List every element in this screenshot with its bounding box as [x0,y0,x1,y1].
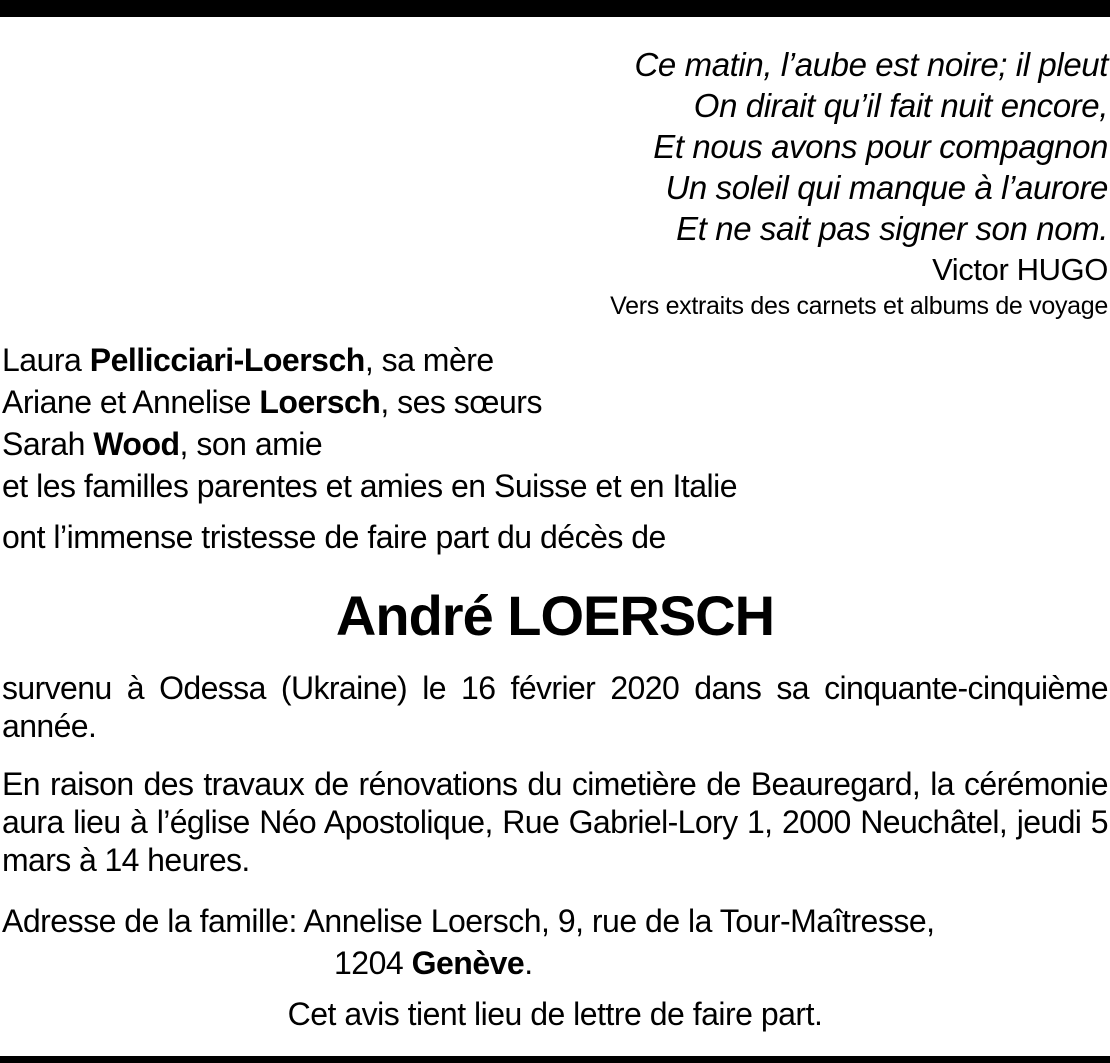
family-member-relation: , son amie [179,426,323,462]
poem-line: Un soleil qui manque à l’aurore [665,169,1108,206]
family-member [2,423,737,465]
family-member-surname: Loersch [259,384,381,420]
deceased-name: André LOERSCH [335,584,775,647]
family-member [2,339,737,381]
family-member-prefix: Laura [2,342,90,378]
family-address [2,900,935,984]
family-member-surname: Wood [93,426,180,462]
notice-text: Cet avis tient lieu de lettre de faire part. [287,996,823,1032]
ceremony-details: En raison des travaux de rénovations du cimetière de Beauregard, la cérémonie aura lieu à l’église Néo Apostolique, Rue Gabriel-Lory 1, 2000 Neuchâtel, jeudi 5 mars à 14 heures. [2,766,1108,878]
address-line-2 [2,942,935,984]
poem-source: Vers extraits des carnets et albums de voyage [610,292,1108,320]
address-line-1: Adresse de la famille: Annelise Loersch, 9, rue de la Tour-Maîtresse, [2,903,935,939]
family-member-relation: , sa mère [364,342,494,378]
address-postcode: 1204 [334,945,412,981]
family-list [2,339,737,507]
family-member-surname: Pellicciari-Loersch [89,342,365,378]
family-member-prefix: et les familles parentes et amies en Suisse et en Italie [2,468,738,504]
family-member [2,381,737,423]
poem-line: Et nous avons pour compagnon [653,128,1108,165]
poem-line: On dirait qu’il fait nuit encore, [693,87,1108,124]
family-member-prefix: Ariane et Annelise [2,384,260,420]
family-member-prefix: Sarah [2,426,94,462]
family-member-relation: , ses sœurs [380,384,542,420]
address-city: Genève [411,945,525,981]
poem-block [610,44,1108,322]
death-details: survenu à Odessa (Ukraine) le 16 février 2020 dans sa cinquante-cinquième année. [2,670,1108,744]
address-end: . [524,945,533,981]
family-member [2,465,737,507]
poem-author: Victor HUGO [932,252,1108,287]
top-border [0,0,1110,17]
announcement: ont l’immense tristesse de faire part du décès de [2,519,666,555]
poem-line: Ce matin, l’aube est noire; il pleut [634,46,1108,83]
bottom-border [0,1056,1110,1063]
poem-line: Et ne sait pas signer son nom. [676,210,1108,247]
